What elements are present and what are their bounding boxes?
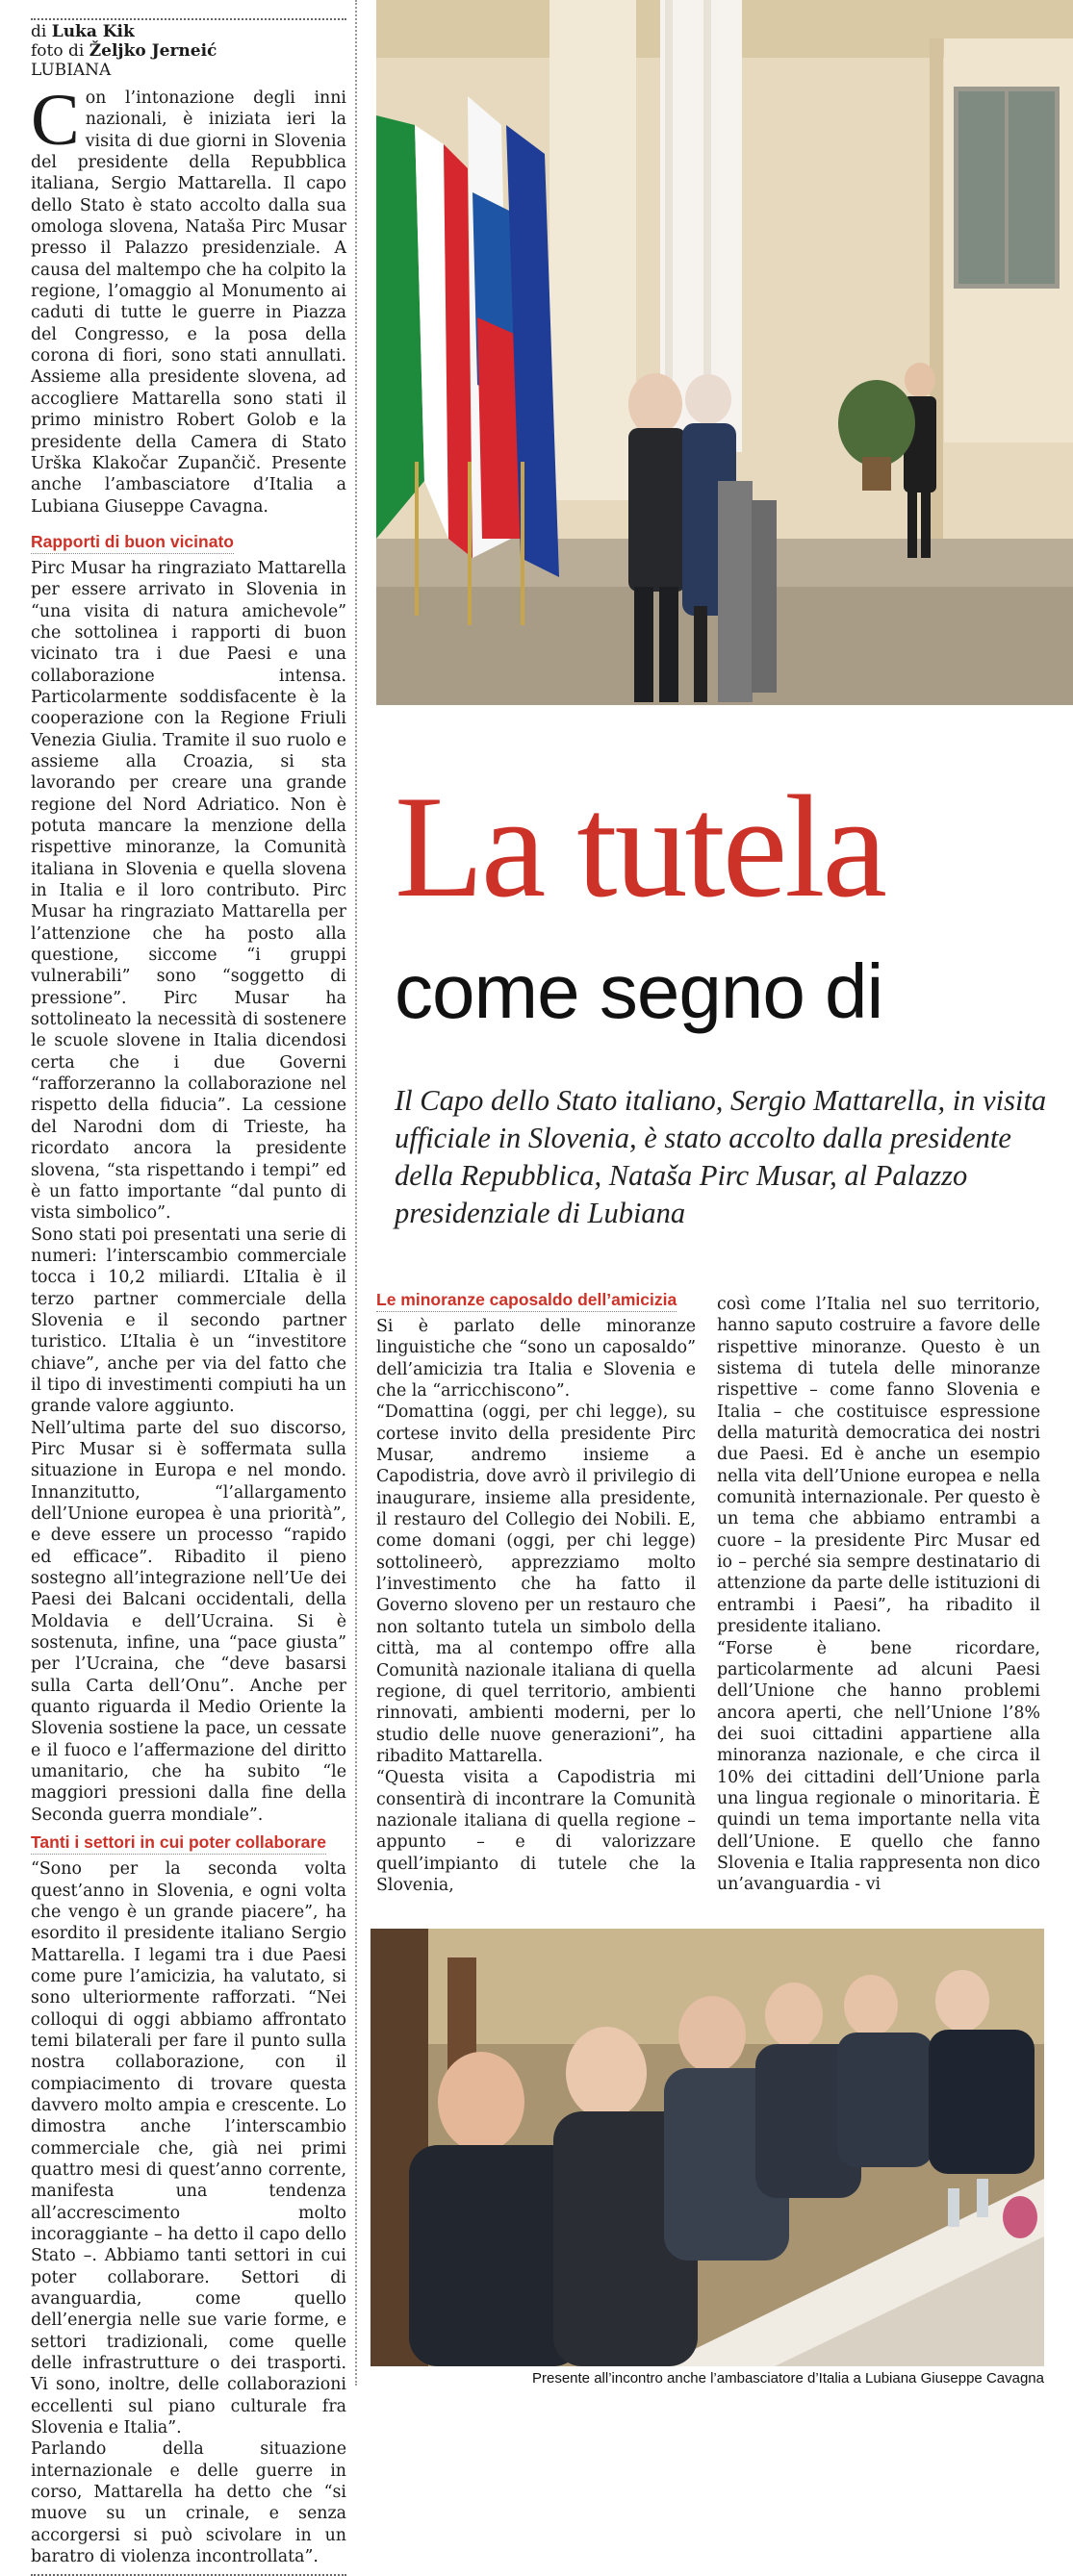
column-divider — [355, 0, 357, 2386]
body-paragraph: “Questa visita a Capodistria mi consentirà di incontrare la Comunità nazionale italiana di quella regione – appunto – e di valorizzare quell’impianto di tutele che la Slovenia, — [376, 1768, 696, 1895]
deck-subtitle: Il Capo dello Stato italiano, Sergio Mattarella, in visita ufficiale in Slovenia, è stato accolto dalla presidente della Repubblica, Nataša Pirc Musar, al Palazzo presidenziale di Lubiana — [395, 1084, 1047, 1229]
body-paragraph: Nell’ultima parte del suo discorso, Pirc Musar si è soffermata sulla situazione in Europa e nel mondo. Innanzitutto, “l’allargamento dell’Unione europea è una priorità”, e deve essere un processo “rapido ed efficace”. Ribadito il pieno sostegno all’integrazione nell’Ue dei Paesi dei Balcani occidentali, della Moldavia e dell’Ucraina. Si è sostenuta, infine, una “pace giusta” per l’Ucraina, che “deve basarsi sulla Carta dell’Onu”. Anche per quanto riguarda il Medio Oriente la Slovenia sostiene la pace, un cessate e il fuoco e l’affermazione del diritto umanitario, che ha subito “le maggiori pressioni dalla fine della Seconda guerra mondiale”. — [31, 1418, 346, 1825]
body-paragraph: “Sono per la seconda volta quest’anno in Slovenia, e ogni volta che vengo è un grande piacere”, ha esordito il presidente italiano Sergio Mattarella. I legami tra i due Paesi come pure l’amicizia, ha valutato, si sono ulteriormente rafforzati. “Nei colloqui di oggi abbiamo affrontato temi bilaterali per fare il punto sulla nostra collaborazione, con il compiacimento di trovare questa davvero molto ampia e crescente. Lo dimostra anche l’interscambio commerciale che, già nei primi quattro mesi di quest’anno corrente, manifesta una tendenza all’accrescimento molto incoraggiante – ha detto il capo dello Stato –. Abbiamo tanti settori in cui poter collaborare. Settori di avanguardia, come quello dell’energia nelle sue varie forme, e settori tradizionali, come quelle delle infrastrutture o dei trasporti. Vi sono, inoltre, delle collaborazioni eccellenti sul piano culturale fra Slovenia e Italia”. — [31, 1859, 346, 2438]
body-paragraph: Parlando della situazione internazionale e delle guerre in corso, Mattarella ha detto che “si muove su un crinale, e senza accorgersi si può scivolare in un baratro di violenza incontrollata”. — [31, 2439, 346, 2567]
subhead-settori: Tanti i settori in cui poter collaborare — [31, 1831, 326, 1855]
bottom-photo — [370, 1929, 1044, 2366]
middle-column — [376, 1289, 696, 1896]
author-name: Luka Kik — [51, 22, 135, 41]
byline — [31, 22, 346, 80]
photographer-name: Željko Jerneić — [89, 41, 217, 61]
subhead-minoranze: Le minoranze caposaldo dell’amicizia — [376, 1289, 677, 1312]
right-column — [717, 1294, 1040, 1896]
intro-text: on l’intonazione degli inni nazionali, è iniziata ieri la visita di due giorni in Slovenia del presidente della Repubblica italiana, Sergio Mattarella. Il capo dello Stato è stato accolto dalla sua omologa slovena, Nataša Pirc Musar presso il Palazzo presidenziale. A causa del maltempo che ha colpito la regione, l’omaggio al Monumento ai caduti di tutte le guerre in Piazza del Congresso, e la posa della corona di fiori, sono stati annullati. Assieme alla presidente slovena, ad accogliere Mattarella sono stati il primo ministro Robert Golob e la presidente della Camera di Stato Urška Klakočar Zupančič. Presente anche l’ambasciatore d’Italia a Lubiana Giuseppe Cavagna. — [31, 88, 346, 517]
headline-line2: come segno di — [395, 948, 883, 1034]
meeting-table-illustration — [370, 1929, 1044, 2366]
drop-cap: C — [31, 80, 80, 161]
left-column — [31, 0, 346, 2576]
bottom-dotted-rule — [31, 2574, 346, 2576]
top-dotted-rule — [31, 18, 346, 20]
body-paragraph: “Domattina (oggi, per chi legge), su cortese invito della presidente Pirc Musar, andremo insieme a Capodistria, dove avrò il privilegio di inaugurare, insieme alla presidente, il restauro del Collegio dei Nobili. E, come domani (oggi, per chi legge) sottolineerò, apprezziamo molto l’investimento che ha fatto il Governo sloveno per un restauro che non soltanto tutela un simbolo della città, ma al contempo offre alla Comunità nazionale italiana di quella regione, di quel territorio, ambienti rinnovati, ambienti moderni, per lo studio delle nuove generazioni”, ha ribadito Mattarella. — [376, 1402, 696, 1766]
body-paragraph: Si è parlato delle minoranze linguistiche che “sono un caposaldo” dell’amicizia tra Italia e Slovenia e che la “arricchiscono”. — [376, 1317, 696, 1402]
intro-paragraph — [31, 80, 346, 518]
body-paragraph: così come l’Italia nel suo territorio, hanno saputo costruire a favore delle rispettive minoranze. Questo è un sistema di tutela delle minoranze rispettive – come fanno Slovenia e Italia – che costituisce espressione della maturità democratica dei nostri due Paesi. Ed è anche un esempio nella vita dell’Unione europea e nella comunità internazionale. Per questo è un tema che abbiamo entrambi a cuore – la presidente Pirc Musar ed io – perché sia sempre destinatario di attenzione da parte delle istituzioni di entrambi i Paesi”, ha ribadito il presidente italiano. — [717, 1295, 1040, 1637]
body-paragraph: Pirc Musar ha ringraziato Mattarella per essere arrivato in Slovenia in “una visita di natura amichevole” che sottolinea i rapporti di buon vicinato tra i due Paesi e una collaborazione intensa. Particolarmente soddisfacente è la cooperazione con la Regione Friuli Venezia Giulia. Tramite il suo ruolo e assieme alla Croazia, si sta lavorando per creare una grande regione del Nord Adriatico. Non è potuta mancare la menzione della rispettive minoranze, la Comunità italiana in Slovenia e quella slovena in Italia e il loro contributo. Pirc Musar ha ringraziato Mattarella per l’attenzione che ha posto alla questione, siccome “i gruppi vulnerabili” sono “soggetto di pressione”. Pirc Musar ha sottolineato la necessità di sostenere le scuole slovene in Italia dicendosi certa che i due Governi “rafforzeranno la collaborazione nel rispetto della fiducia”. La cessione del Narodni dom di Trieste, ha ricordato ancora la presidente slovena, “sta rispettando i tempi” ed è un fatto importante “dal punto di vista simbolico”. — [31, 558, 346, 1224]
top-photo — [376, 0, 1073, 705]
subhead-rapporti: Rapporti di buon vicinato — [31, 531, 234, 554]
dateline-location: LUBIANA — [31, 61, 112, 80]
photo-caption: Presente all’incontro anche l’ambasciatore d’Italia a Lubiana Giuseppe Cavagna — [531, 2370, 1044, 2387]
author-prefix: di — [31, 22, 52, 41]
press-conference-illustration — [376, 0, 1073, 705]
headline-line1: La tutela — [395, 766, 884, 927]
photo-prefix: foto di — [31, 41, 89, 61]
body-paragraph: Sono stati poi presentati una serie di numeri: l’interscambio commerciale tocca i 10,2 miliardi. L’Italia è il terzo partner commerciale della Slovenia e il secondo partner turistico. L’Italia è un “investitore chiave”, anche per via del fatto che il tipo di investimenti compiuti ha un grande valore aggiunto. — [31, 1225, 346, 1417]
body-paragraph: “Forse è bene ricordare, particolarmente ad alcuni Paesi dell’Unione che hanno problemi ancora aperti, che nell’Unione l’8% dei suoi cittadini appartiene alla minoranza nazionale, e che circa il 10% dei cittadini dell’Unione parla una lingua regionale o minoritaria. È quindi un tema importante nella vita dell’Unione. E quello che fanno Slovenia e Italia rappresenta non dico un’avanguardia - vi — [717, 1638, 1040, 1895]
